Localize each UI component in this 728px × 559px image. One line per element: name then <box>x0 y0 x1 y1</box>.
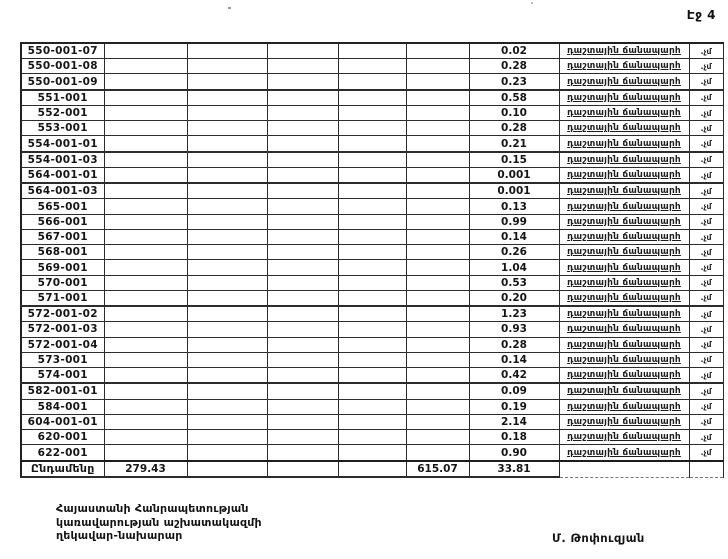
empty-cell <box>267 105 338 120</box>
type-cell: դաշտային ճանապարհ <box>559 183 689 199</box>
unit-cell: .չմ <box>689 105 723 120</box>
land-codes-table <box>20 42 724 478</box>
empty-cell <box>267 290 338 306</box>
type-cell: դաշտային ճանապարհ <box>559 306 689 322</box>
empty-cell <box>267 43 338 59</box>
empty-cell <box>187 90 267 106</box>
empty-cell <box>338 414 406 429</box>
signature-name: Մ. Թոփուզյան <box>552 531 645 545</box>
empty-cell <box>104 167 187 183</box>
code-cell: 551-001 <box>21 90 104 106</box>
type-cell: դաշտային ճանապարհ <box>559 199 689 214</box>
empty-cell <box>104 43 187 59</box>
empty-cell <box>104 352 187 367</box>
value-cell: 2.14 <box>469 414 559 429</box>
type-cell: դաշտային ճանապարհ <box>559 214 689 229</box>
empty-cell <box>187 430 267 445</box>
empty-cell <box>187 121 267 136</box>
table-row <box>21 245 723 260</box>
empty-cell <box>267 199 338 214</box>
value-cell: 0.42 <box>469 368 559 384</box>
unit-cell: .չմ <box>689 183 723 199</box>
unit-cell: .չմ <box>689 229 723 244</box>
empty-cell <box>338 74 406 90</box>
empty-cell <box>104 214 187 229</box>
empty-cell <box>267 90 338 106</box>
unit-cell: .չմ <box>689 214 723 229</box>
footer-org-line: կառավարության աշխատակազմի <box>56 515 262 529</box>
type-cell: դաշտային ճանապարհ <box>559 352 689 367</box>
empty-cell <box>689 461 723 477</box>
code-cell: 582-001-01 <box>21 383 104 399</box>
empty-cell <box>338 461 406 477</box>
value-cell: 0.14 <box>469 229 559 244</box>
code-cell: 620-001 <box>21 430 104 445</box>
empty-cell <box>187 260 267 275</box>
empty-cell <box>267 121 338 136</box>
empty-cell <box>406 199 469 214</box>
footer-org-line: ղեկավար-նախարար <box>56 529 183 542</box>
value-cell: 0.90 <box>469 445 559 461</box>
code-cell: 604-001-01 <box>21 414 104 429</box>
empty-cell <box>267 399 338 414</box>
empty-cell <box>104 414 187 429</box>
empty-cell <box>104 105 187 120</box>
table-row <box>21 105 723 120</box>
empty-cell <box>406 430 469 445</box>
empty-cell <box>267 214 338 229</box>
table-row <box>21 183 723 199</box>
empty-cell <box>338 59 406 74</box>
value-cell: 0.28 <box>469 121 559 136</box>
code-cell: 571-001 <box>21 290 104 306</box>
empty-cell <box>104 399 187 414</box>
table-row <box>21 90 723 106</box>
empty-cell <box>406 105 469 120</box>
table-row <box>21 167 723 183</box>
total-row <box>21 461 723 477</box>
table-row <box>21 74 723 90</box>
empty-cell <box>267 306 338 322</box>
empty-cell <box>267 322 338 337</box>
empty-cell <box>187 167 267 183</box>
code-cell: 573-001 <box>21 352 104 367</box>
value-cell: 0.58 <box>469 90 559 106</box>
code-cell: 554-001-01 <box>21 136 104 152</box>
empty-cell <box>104 90 187 106</box>
empty-cell <box>187 229 267 244</box>
unit-cell: .չմ <box>689 399 723 414</box>
table-row <box>21 121 723 136</box>
unit-cell: .չմ <box>689 121 723 136</box>
empty-cell <box>187 214 267 229</box>
code-cell: 622-001 <box>21 445 104 461</box>
empty-cell <box>104 260 187 275</box>
empty-cell <box>267 461 338 477</box>
empty-cell <box>406 152 469 168</box>
type-cell: դաշտային ճանապարհ <box>559 167 689 183</box>
empty-cell <box>267 414 338 429</box>
type-cell: դաշտային ճանապարհ <box>559 90 689 106</box>
empty-cell <box>406 59 469 74</box>
empty-cell <box>104 59 187 74</box>
empty-cell <box>187 352 267 367</box>
empty-cell <box>267 136 338 152</box>
total-value-cell: 279.43 <box>104 461 187 477</box>
empty-cell <box>267 383 338 399</box>
footer-organization <box>56 502 262 543</box>
code-cell: 552-001 <box>21 105 104 120</box>
empty-cell <box>338 90 406 106</box>
unit-cell: .չմ <box>689 337 723 352</box>
empty-cell <box>187 105 267 120</box>
empty-cell <box>338 260 406 275</box>
type-cell: դաշտային ճանապարհ <box>559 445 689 461</box>
empty-cell <box>267 352 338 367</box>
table-row <box>21 59 723 74</box>
page-number: Էջ 4 <box>686 8 716 22</box>
empty-cell <box>267 245 338 260</box>
total-value-cell: 33.81 <box>469 461 559 477</box>
empty-cell <box>338 245 406 260</box>
table-row <box>21 337 723 352</box>
table-row <box>21 383 723 399</box>
table-row <box>21 430 723 445</box>
empty-cell <box>338 167 406 183</box>
table-row <box>21 43 723 59</box>
value-cell: 0.09 <box>469 383 559 399</box>
value-cell: 1.23 <box>469 306 559 322</box>
empty-cell <box>267 167 338 183</box>
code-cell: 572-001-02 <box>21 306 104 322</box>
empty-cell <box>559 461 689 477</box>
unit-cell: .չմ <box>689 90 723 106</box>
type-cell: դաշտային ճանապարհ <box>559 322 689 337</box>
empty-cell <box>104 306 187 322</box>
type-cell: դաշտային ճանապարհ <box>559 260 689 275</box>
empty-cell <box>406 337 469 352</box>
empty-cell <box>338 121 406 136</box>
value-cell: 0.99 <box>469 214 559 229</box>
empty-cell <box>338 229 406 244</box>
type-cell: դաշտային ճանապարհ <box>559 59 689 74</box>
empty-cell <box>267 445 338 461</box>
value-cell: 0.28 <box>469 337 559 352</box>
code-cell: 572-001-04 <box>21 337 104 352</box>
type-cell: դաշտային ճանապարհ <box>559 337 689 352</box>
unit-cell: .չմ <box>689 430 723 445</box>
type-cell: դաշտային ճանապարհ <box>559 121 689 136</box>
empty-cell <box>406 260 469 275</box>
empty-cell <box>338 105 406 120</box>
empty-cell <box>338 152 406 168</box>
table-row <box>21 136 723 152</box>
value-cell: 0.21 <box>469 136 559 152</box>
empty-cell <box>187 275 267 290</box>
code-cell: 584-001 <box>21 399 104 414</box>
empty-cell <box>187 245 267 260</box>
empty-cell <box>406 414 469 429</box>
value-cell: 0.19 <box>469 399 559 414</box>
value-cell: 0.18 <box>469 430 559 445</box>
scan-speck <box>531 2 533 4</box>
empty-cell <box>406 214 469 229</box>
type-cell: դաշտային ճանապարհ <box>559 383 689 399</box>
unit-cell: .չմ <box>689 352 723 367</box>
code-cell: 566-001 <box>21 214 104 229</box>
empty-cell <box>406 275 469 290</box>
empty-cell <box>104 322 187 337</box>
type-cell: դաշտային ճանապարհ <box>559 43 689 59</box>
empty-cell <box>406 90 469 106</box>
unit-cell: .չմ <box>689 59 723 74</box>
empty-cell <box>187 322 267 337</box>
type-cell: դաշտային ճանապարհ <box>559 152 689 168</box>
code-cell: 570-001 <box>21 275 104 290</box>
empty-cell <box>104 199 187 214</box>
table-row <box>21 214 723 229</box>
code-cell: 564-001-03 <box>21 183 104 199</box>
unit-cell: .չմ <box>689 74 723 90</box>
value-cell: 0.26 <box>469 245 559 260</box>
type-cell: դաշտային ճանապարհ <box>559 74 689 90</box>
unit-cell: .չմ <box>689 445 723 461</box>
empty-cell <box>406 383 469 399</box>
code-cell: 572-001-03 <box>21 322 104 337</box>
empty-cell <box>104 136 187 152</box>
empty-cell <box>187 337 267 352</box>
empty-cell <box>187 152 267 168</box>
table-row <box>21 152 723 168</box>
empty-cell <box>338 199 406 214</box>
code-cell: 568-001 <box>21 245 104 260</box>
empty-cell <box>187 183 267 199</box>
empty-cell <box>104 445 187 461</box>
code-cell: 550-001-09 <box>21 74 104 90</box>
empty-cell <box>338 43 406 59</box>
unit-cell: .չմ <box>689 414 723 429</box>
empty-cell <box>338 430 406 445</box>
empty-cell <box>187 43 267 59</box>
value-cell: 0.13 <box>469 199 559 214</box>
empty-cell <box>104 152 187 168</box>
table-row <box>21 322 723 337</box>
empty-cell <box>104 290 187 306</box>
footer-org-line: Հայաստանի Հանրապետության <box>56 502 249 515</box>
empty-cell <box>406 445 469 461</box>
empty-cell <box>406 167 469 183</box>
empty-cell <box>267 59 338 74</box>
value-cell: 0.20 <box>469 290 559 306</box>
empty-cell <box>406 183 469 199</box>
type-cell: դաշտային ճանապարհ <box>559 275 689 290</box>
empty-cell <box>187 461 267 477</box>
empty-cell <box>187 368 267 384</box>
unit-cell: .չմ <box>689 245 723 260</box>
empty-cell <box>267 152 338 168</box>
unit-cell: .չմ <box>689 136 723 152</box>
table-row <box>21 352 723 367</box>
empty-cell <box>338 214 406 229</box>
code-cell: 554-001-03 <box>21 152 104 168</box>
table-row <box>21 290 723 306</box>
table-row <box>21 229 723 244</box>
empty-cell <box>267 430 338 445</box>
type-cell: դաշտային ճանապարհ <box>559 105 689 120</box>
empty-cell <box>187 199 267 214</box>
type-cell: դաշտային ճանապարհ <box>559 245 689 260</box>
unit-cell: .չմ <box>689 152 723 168</box>
empty-cell <box>267 337 338 352</box>
empty-cell <box>187 136 267 152</box>
empty-cell <box>406 121 469 136</box>
total-label-cell: Ընդամենը <box>21 461 104 477</box>
empty-cell <box>406 322 469 337</box>
empty-cell <box>406 368 469 384</box>
empty-cell <box>267 275 338 290</box>
empty-cell <box>104 383 187 399</box>
unit-cell: .չմ <box>689 199 723 214</box>
empty-cell <box>338 322 406 337</box>
empty-cell <box>338 183 406 199</box>
type-cell: դաշտային ճանապարհ <box>559 290 689 306</box>
value-cell: 0.14 <box>469 352 559 367</box>
type-cell: դաշտային ճանապարհ <box>559 368 689 384</box>
table-body <box>21 43 723 461</box>
empty-cell <box>338 136 406 152</box>
empty-cell <box>267 183 338 199</box>
unit-cell: .չմ <box>689 368 723 384</box>
value-cell: 0.001 <box>469 167 559 183</box>
empty-cell <box>104 74 187 90</box>
value-cell: 1.04 <box>469 260 559 275</box>
value-cell: 0.53 <box>469 275 559 290</box>
type-cell: դաշտային ճանապարհ <box>559 430 689 445</box>
type-cell: դաշտային ճանապարհ <box>559 414 689 429</box>
value-cell: 0.23 <box>469 74 559 90</box>
unit-cell: .չմ <box>689 306 723 322</box>
empty-cell <box>187 383 267 399</box>
empty-cell <box>267 229 338 244</box>
empty-cell <box>187 290 267 306</box>
table-row <box>21 414 723 429</box>
type-cell: դաշտային ճանապարհ <box>559 399 689 414</box>
value-cell: 0.15 <box>469 152 559 168</box>
empty-cell <box>104 121 187 136</box>
code-cell: 565-001 <box>21 199 104 214</box>
empty-cell <box>338 290 406 306</box>
empty-cell <box>338 275 406 290</box>
empty-cell <box>406 399 469 414</box>
empty-cell <box>267 368 338 384</box>
empty-cell <box>338 399 406 414</box>
code-cell: 550-001-07 <box>21 43 104 59</box>
unit-cell: .չմ <box>689 290 723 306</box>
empty-cell <box>187 306 267 322</box>
empty-cell <box>406 136 469 152</box>
type-cell: դաշտային ճանապարհ <box>559 136 689 152</box>
empty-cell <box>406 306 469 322</box>
empty-cell <box>406 229 469 244</box>
value-cell: 0.001 <box>469 183 559 199</box>
table-row <box>21 199 723 214</box>
empty-cell <box>267 74 338 90</box>
empty-cell <box>104 337 187 352</box>
empty-cell <box>338 368 406 384</box>
empty-cell <box>104 430 187 445</box>
empty-cell <box>187 74 267 90</box>
table-row <box>21 306 723 322</box>
empty-cell <box>104 245 187 260</box>
table-totals <box>21 461 723 477</box>
empty-cell <box>104 183 187 199</box>
empty-cell <box>104 275 187 290</box>
unit-cell: .չմ <box>689 322 723 337</box>
empty-cell <box>104 229 187 244</box>
empty-cell <box>338 352 406 367</box>
empty-cell <box>338 445 406 461</box>
empty-cell <box>338 306 406 322</box>
unit-cell: .չմ <box>689 275 723 290</box>
value-cell: 0.10 <box>469 105 559 120</box>
empty-cell <box>104 368 187 384</box>
value-cell: 0.93 <box>469 322 559 337</box>
empty-cell <box>187 445 267 461</box>
code-cell: 550-001-08 <box>21 59 104 74</box>
code-cell: 574-001 <box>21 368 104 384</box>
empty-cell <box>338 337 406 352</box>
empty-cell <box>406 290 469 306</box>
table-row <box>21 260 723 275</box>
unit-cell: .չմ <box>689 383 723 399</box>
value-cell: 0.02 <box>469 43 559 59</box>
type-cell: դաշտային ճանապարհ <box>559 229 689 244</box>
empty-cell <box>406 43 469 59</box>
code-cell: 567-001 <box>21 229 104 244</box>
code-cell: 564-001-01 <box>21 167 104 183</box>
scan-speck <box>228 7 231 9</box>
unit-cell: .չմ <box>689 43 723 59</box>
table-row <box>21 368 723 384</box>
table-row <box>21 275 723 290</box>
unit-cell: .չմ <box>689 260 723 275</box>
total-value-cell: 615.07 <box>406 461 469 477</box>
empty-cell <box>338 383 406 399</box>
unit-cell: .չմ <box>689 167 723 183</box>
empty-cell <box>267 260 338 275</box>
table-row <box>21 399 723 414</box>
empty-cell <box>406 352 469 367</box>
empty-cell <box>187 414 267 429</box>
code-cell: 553-001 <box>21 121 104 136</box>
empty-cell <box>187 59 267 74</box>
empty-cell <box>187 399 267 414</box>
empty-cell <box>406 74 469 90</box>
value-cell: 0.28 <box>469 59 559 74</box>
table-row <box>21 445 723 461</box>
code-cell: 569-001 <box>21 260 104 275</box>
empty-cell <box>406 245 469 260</box>
